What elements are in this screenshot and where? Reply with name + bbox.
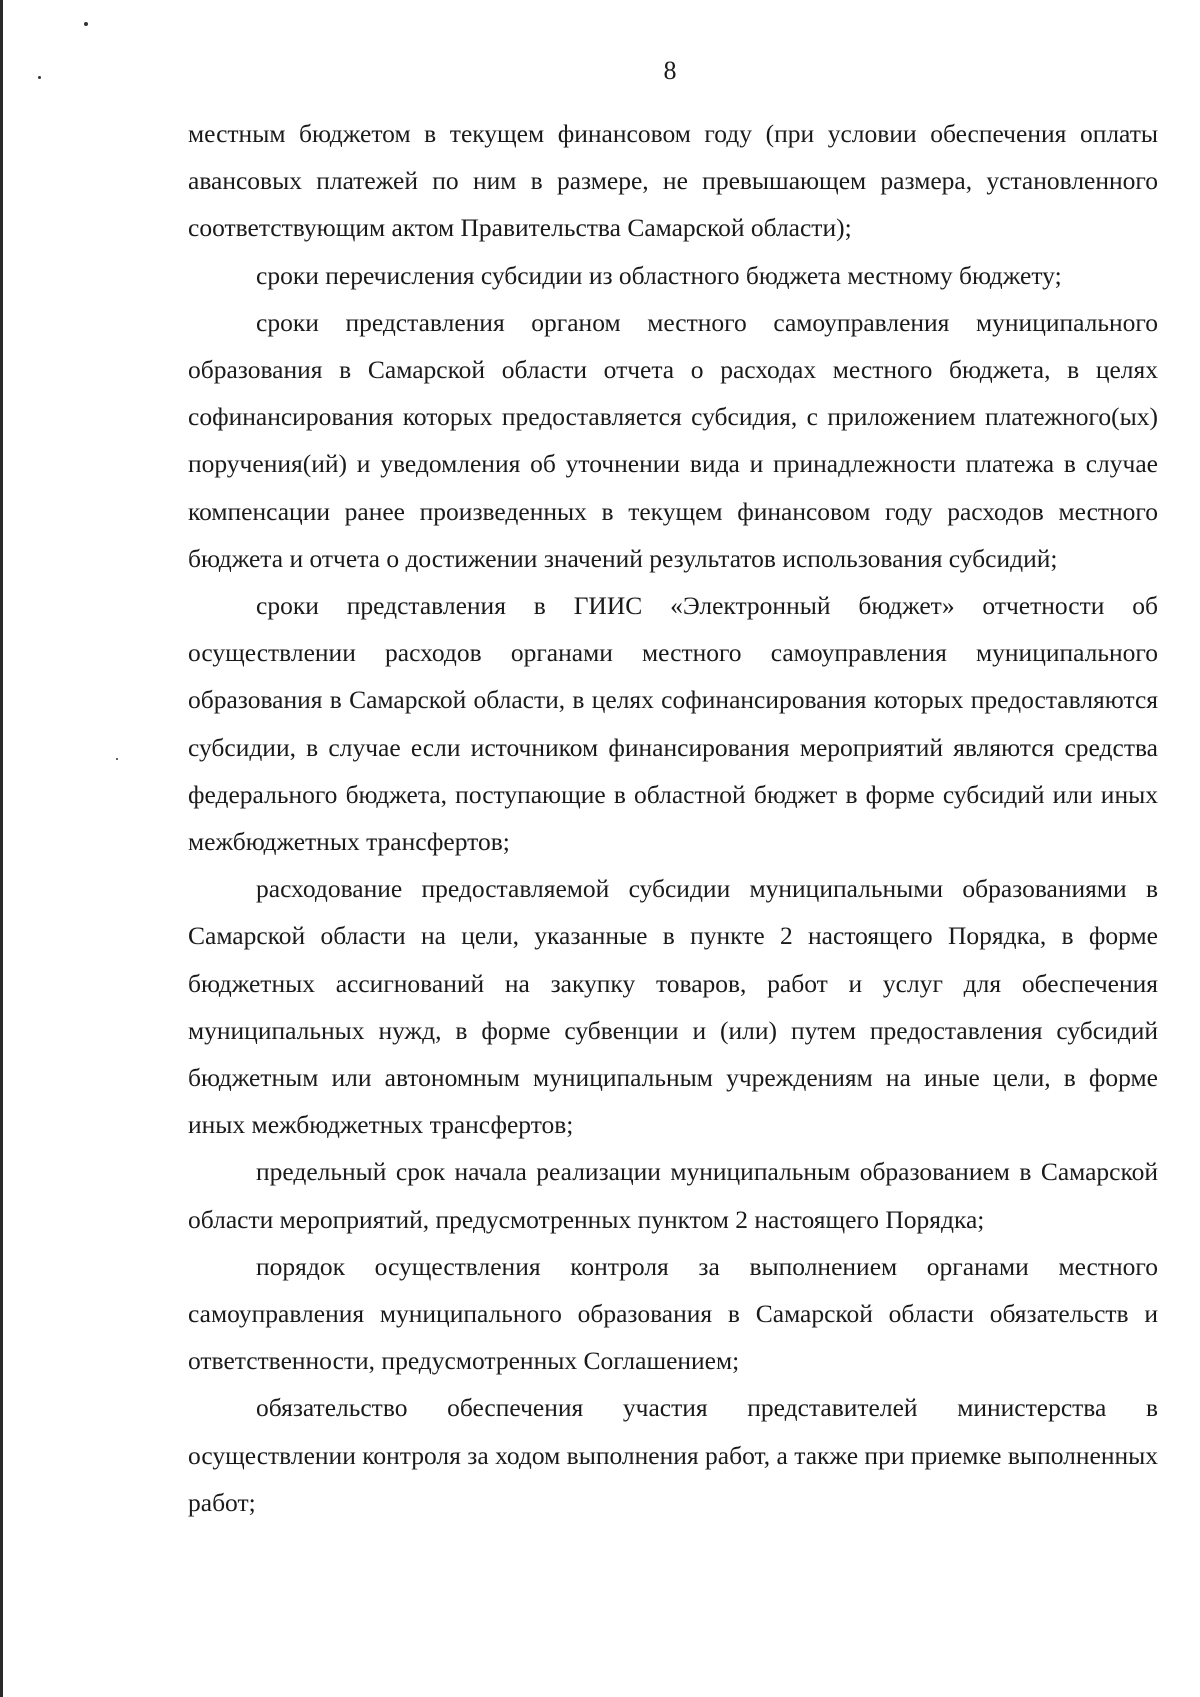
- scan-speck: [116, 758, 118, 760]
- scan-left-edge: [0, 0, 3, 1697]
- paragraph: сроки перечисления субсидии из областного бюджета местному бюджету;: [256, 260, 1062, 290]
- document-body: [188, 110, 1158, 1526]
- paragraph: местным бюджетом в текущем финансовом году (при условии обеспечения оплаты авансовых платежей по ним в размере, не превышающем размера, установленного соответствующим актом Правительства Самарской области);: [188, 119, 1158, 243]
- paragraph: сроки представления органом местного самоуправления муниципального образования в Самарской области отчета о расходах местного бюджета, в целях софинансирования которых предоставляется субсидия, с приложением платежного(ых) поручения(ий) и уведомления об уточнении вида и принадлежности платежа в случае компенсации ранее произведенных в текущем финансовом году расходов местного бюджета и отчета о достижении значений результатов использования субсидий;: [188, 307, 1158, 573]
- paragraph: порядок осуществления контроля за выполнением органами местного самоуправления муниципального образования в Самарской области обязательств и ответственности, предусмотренных Соглашением;: [188, 1251, 1158, 1376]
- paragraph: обязательство обеспечения участия представителей министерства в осуществлении контроля за ходом выполнения работ, а также при приемке выполненных работ;: [188, 1393, 1158, 1517]
- paragraph: расходование предоставляемой субсидии муниципальными образованиями в Самарской области на цели, указанные в пункте 2 настоящего Порядка, в форме бюджетных ассигнований на закупку товаров, работ и услуг для обеспечения муниципальных нужд, в форме субвенции и (или) путем предоставления субсидий бюджетным или автономным муниципальным учреждениям на иные цели, в форме иных межбюджетных трансфертов;: [188, 874, 1158, 1140]
- paragraph: предельный срок начала реализации муниципальным образованием в Самарской области мероприятий, предусмотренных пунктом 2 настоящего Порядка;: [188, 1157, 1158, 1234]
- scan-speck: [84, 22, 88, 26]
- page-number: 8: [663, 56, 677, 85]
- paragraph: сроки представления в ГИИС «Электронный бюджет» отчетности об осуществлении расходов органами местного самоуправления муниципального образования в Самарской области, в целях софинансирования которых предоставляются субсидии, в случае если источником финансирования мероприятий являются средства федерального бюджета, поступающие в областной бюджет в форме субсидий или иных межбюджетных трансфертов;: [188, 591, 1158, 857]
